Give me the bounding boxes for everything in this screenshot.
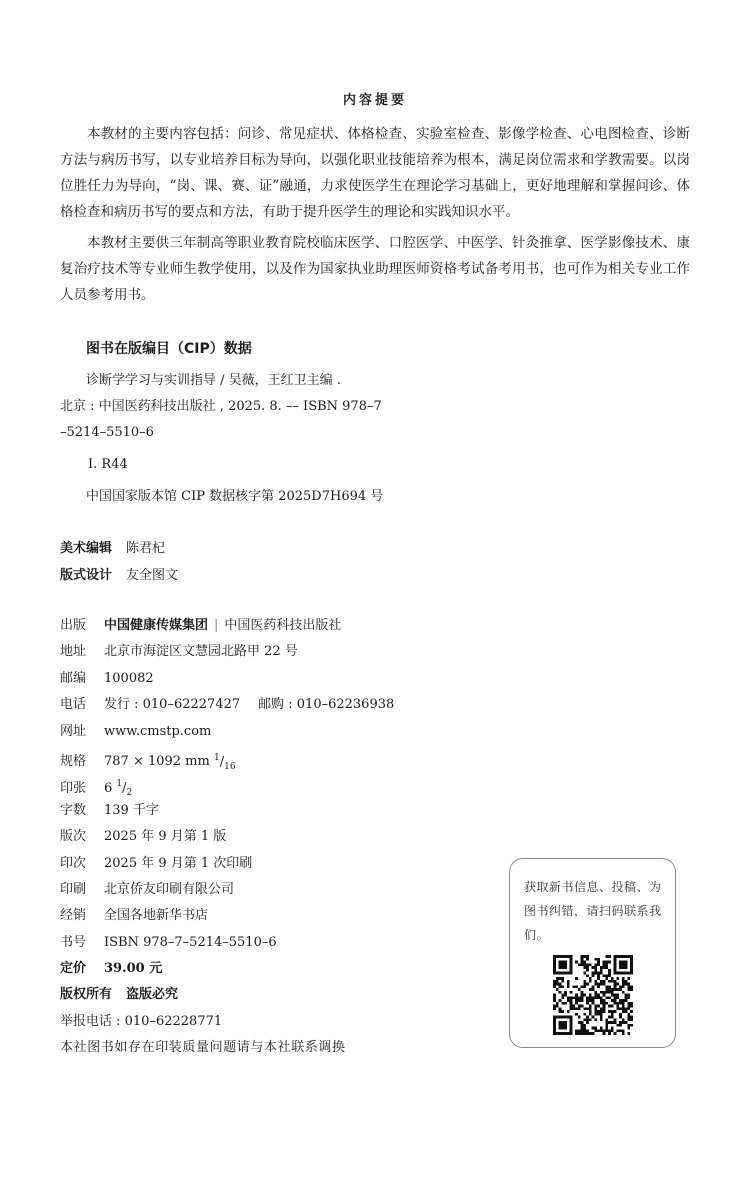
pub-label: 定价 (60, 961, 87, 977)
content-summary (60, 121, 690, 313)
price-value: 39.00 元 (104, 961, 163, 977)
pub-label: 邮编 (60, 670, 87, 686)
pub-row-format: 规格 787 × 1092 mm $^1/_{16}$ (60, 745, 394, 771)
pub-row-printer (60, 877, 394, 903)
pub-label: 印张 (60, 780, 87, 796)
pub-row-edition (60, 824, 394, 850)
pub-label: 版次 (60, 829, 87, 845)
pub-label: 网址 (60, 723, 87, 739)
credits-block (60, 535, 178, 589)
summary-heading: 内容提要 (342, 93, 407, 108)
qr-instructions: 获取新书信息、投稿、为图书纠错，请扫码联系我们。 (524, 880, 662, 942)
pub-value: 北京市海淀区文慧园北路甲 22 号 (104, 644, 298, 660)
credit-value: 友全图文 (126, 568, 179, 583)
pub-value: 北京侨友印刷有限公司 (104, 881, 235, 897)
pub-label: 电话 (60, 697, 87, 713)
format-denominator: 16 (224, 761, 236, 772)
pub-label: 印刷 (60, 881, 87, 897)
report-phone: 举报电话 : 010–62228771 (60, 1013, 223, 1029)
pub-row-sheets: 印张 6 $^1/_2$ (60, 771, 394, 797)
pub-value: 盗版必究 (126, 987, 179, 1003)
cip-line-2: 北京 : 中国医药科技出版社 , 2025. 8. –– ISBN 978–7 (60, 399, 382, 414)
pub-value: 787 × 1092 mm (104, 754, 210, 770)
cip-line-3: –5214–5510–6 (60, 425, 154, 440)
publication-info (60, 613, 394, 1062)
website-url: www.cmstp.com (104, 723, 212, 739)
pub-label: 版权所有 (60, 987, 113, 1003)
sheets-denominator: 2 (126, 788, 133, 799)
cip-record: 中国国家版本馆 CIP 数据核字第 2025D7H694 号 (86, 489, 384, 504)
pub-row-copyright (60, 982, 394, 1008)
cip-title: 图书在版编目（CIP）数据 (86, 341, 252, 357)
credit-value: 陈君杞 (126, 541, 166, 556)
pub-label: 地址 (60, 644, 87, 660)
pub-row-isbn (60, 930, 394, 956)
pub-label: 字数 (60, 802, 87, 818)
pub-label: 书号 (60, 934, 87, 950)
pub-row-report (60, 1009, 394, 1035)
pub-label: 经销 (60, 908, 87, 924)
pub-value: 2025 年 9 月第 1 版 (104, 829, 227, 845)
credit-layout-design (60, 562, 178, 589)
pub-row-phone (60, 692, 394, 718)
cip-classification: Ⅰ. R44 (88, 457, 128, 472)
cip-block (60, 368, 460, 510)
isbn-value: ISBN 978–7–5214–5510–6 (104, 934, 277, 950)
format-numerator: 1 (213, 752, 220, 763)
pub-label: 出版 (60, 618, 87, 633)
qr-contact-box (509, 858, 676, 1048)
pub-row-notice (60, 1035, 394, 1061)
pub-row-publisher (60, 613, 394, 639)
pub-value: 139 千字 (104, 802, 159, 818)
pub-row-words (60, 798, 394, 824)
qr-code-icon[interactable] (553, 955, 633, 1035)
pub-row-distributor (60, 903, 394, 929)
phone-mail-order: 邮购 : 010–62236938 (258, 697, 395, 713)
pub-value: 100082 (104, 670, 154, 686)
phone-sales: 发行 : 010–62227427 (104, 697, 241, 713)
pub-row-website (60, 719, 394, 745)
cip-line-1: 诊断学学习与实训指导 / 吴薇，王红卫主编 . (86, 373, 341, 388)
pub-label: 规格 (60, 754, 87, 770)
credit-label: 版式设计 (60, 568, 113, 583)
summary-paragraph-2: 本教材主要供三年制高等职业教育院校临床医学、口腔医学、中医学、针灸推拿、医学影像技术、康复治疗技术等专业师生教学使用，以及作为国家执业助理医师资格考试备考用书，也可作为相关专业工作人员参考用书。 (60, 235, 690, 303)
pub-row-address (60, 639, 394, 665)
pub-row-printing (60, 851, 394, 877)
separator-bar: | (214, 618, 219, 633)
credit-art-editor (60, 535, 178, 562)
pub-row-price (60, 956, 394, 982)
pub-label: 印次 (60, 855, 87, 871)
publisher-group: 中国健康传媒集团 (104, 618, 209, 633)
quality-notice: 本社图书如存在印装质量问题请与本社联系调换 (60, 1040, 346, 1056)
publisher-name: 中国医药科技出版社 (224, 618, 342, 633)
pub-value: 全国各地新华书店 (104, 908, 209, 924)
credit-label: 美术编辑 (60, 541, 113, 556)
summary-paragraph-1: 本教材的主要内容包括：问诊、常见症状、体格检查、实验室检查、影像学检查、心电图检查、诊断方法与病历书写，以专业培养目标为导向，以强化职业技能培养为根本，满足岗位需求和学教需要。以岗位胜任力为导向，“岗、课、赛、证”融通，力求使医学生在理论学习基础上，更好地理解和掌握问诊、体格检查和病历书写的要点和方法，有助于提升医学生的理论和实践知识水平。 (60, 126, 690, 220)
pub-value: 2025 年 9 月第 1 次印刷 (104, 855, 253, 871)
pub-value: 6 (104, 780, 113, 796)
pub-row-postcode (60, 666, 394, 692)
sheets-numerator: 1 (116, 779, 123, 790)
